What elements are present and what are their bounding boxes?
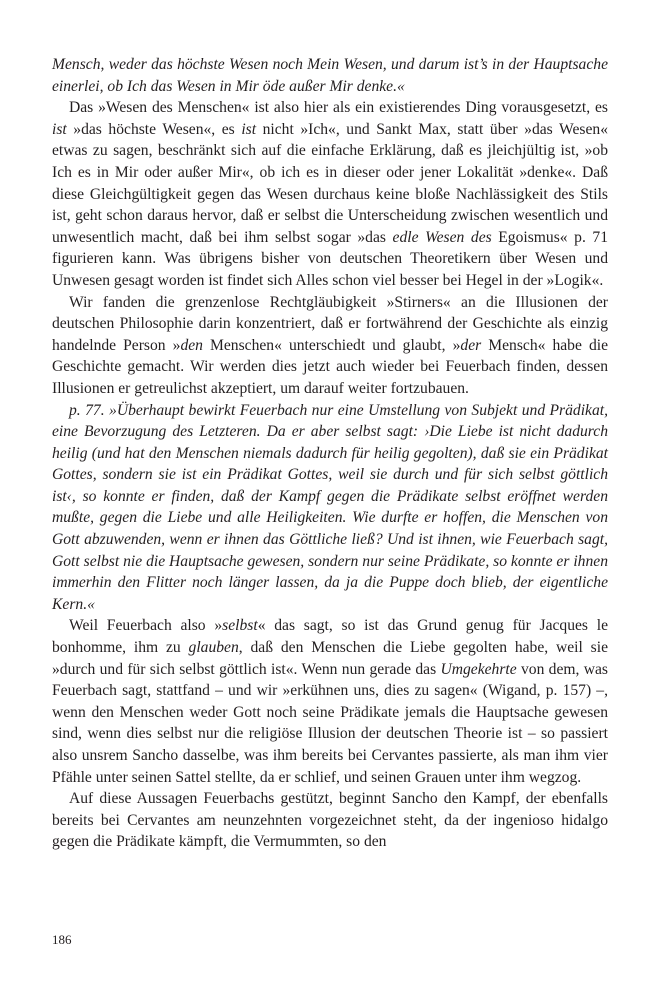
paragraph-1 — [52, 54, 608, 97]
text-run: ist — [52, 120, 67, 138]
text-run: »das höchste Wesen«, es — [66, 120, 242, 138]
text-run: den — [180, 336, 203, 354]
text-run: nicht »Ich«, und Sankt Max, statt über »das Wesen« etwas zu sagen, beschränkt sich auf die einfache Erklärung, daß es jleichjültig ist, »ob Ich es in Mir oder außer Mir«, ob ich es in dieser oder jener Lokalität »denke«. Daß diese Gleichgültigkeit gegen das Wesen durchaus keine bloße Nachlässigkeit des Stils ist, geht schon daraus hervor, daß er selbst die Unterscheidung zwischen wesentlich und unwesentlich macht, daß bei ihm selbst sogar »das — [52, 120, 608, 246]
text-run: der — [460, 336, 482, 354]
text-run: « das sagt, so ist das Grund genug für Jacques le bonhomme, ihm zu — [52, 617, 609, 657]
text-run: selbst — [222, 617, 258, 635]
paragraph-5 — [52, 615, 608, 788]
text-run: edle Wesen des — [392, 228, 492, 246]
paragraph-2 — [52, 97, 608, 291]
text-run: Wir fanden die grenzenlose Rechtgläubigkeit »Stirners« an die Illusionen der deutschen Philosophie darin konzentriert, daß er fortwährend der Geschichte als einzig handelnde Person » — [52, 293, 608, 354]
document-page — [52, 54, 608, 853]
text-run: ist — [241, 120, 257, 138]
paragraph-4 — [52, 400, 608, 616]
text-run: Mensch« habe die Geschichte gemacht. Wir werden dies jetzt auch wieder bei Feuerbach finden, dessen Illusionen er getreulichst akzeptiert, um darauf weiter fortzubauen. — [52, 336, 609, 397]
text-run: glauben — [188, 639, 239, 657]
paragraph-6 — [52, 788, 608, 853]
text-run: Menschen« unterschiedt und glaubt, » — [202, 336, 461, 354]
text-run: Weil Feuerbach also » — [69, 617, 223, 635]
text-run: Egoismus« p. 71 figurieren kann. Was übrigens bisher von deutschen Theoretikern über Wesen und Unwesen gesagt worden ist findet sich Alles schon viel besser bei Hegel in der »Logik«. — [52, 228, 609, 289]
text-run: p. 77. »Überhaupt bewirkt Feuerbach nur eine Umstellung von Subjekt und Prädikat, eine Bevorzugung des Letzteren. Da er aber selbst sagt: ›Die Liebe ist nicht dadurch heilig (und hat den Menschen niemals dadurch für heilig gegolten), daß sie ein Prädikat Gottes, sondern sie ist ein Prädikat Gottes, weil sie durch und für sich selbst göttlich ist‹, so konnte er finden, daß der Kampf gegen die Prädikate selbst eröffnet werden mußte, gegen die Liebe und alle Heiligkeiten. Wie durfte er hoffen, die Menschen von Gott abzuwenden, wenn er ihnen das Göttliche ließ? Und ist ihnen, wie Feuerbach sagt, Gott selbst nie die Hauptsache gewesen, sondern nur seine Prädikate, so konnte er ihnen immerhin den Flitter noch länger lassen, da ja die Puppe doch blieb, der eigentliche Kern.« — [52, 401, 608, 613]
paragraph-3 — [52, 292, 608, 400]
text-run: Umgekehrte — [440, 660, 517, 678]
text-run: Auf diese Aussagen Feuerbachs gestützt, beginnt Sancho den Kampf, der ebenfalls bereits bei Cervantes am neunzehnten vorgezeichnet steht, da der ingenioso hidalgo gegen die Prädikate kämpft, die Vermummten, so den — [52, 790, 608, 851]
text-run: von dem, was Feuerbach sagt, stattfand – und wir »erkühnen uns, dies zu sagen« (Wigand, p. 157) –, wenn den Menschen weder Gott noch seine Prädikate jemals die Hauptsache gewesen sind, wenn dies selbst nur die religiöse Illusion der deutschen Theorie ist – so passiert also unsrem Sancho dasselbe, was ihm bereits bei Cervantes passierte, als man ihm vier Pfähle unter seinen Sattel stellte, da er schlief, und seinen Grauen unter ihm wegzog. — [52, 660, 608, 786]
text-run: Mensch, weder das höchste Wesen noch Mein Wesen, und darum ist’s in der Hauptsache einerlei, ob Ich das Wesen in Mir öde außer Mir denke.« — [52, 56, 608, 95]
text-run: Das »Wesen des Menschen« ist also hier als ein existierendes Ding vorausgesetzt, es — [69, 99, 608, 117]
text-run: , daß den Menschen die Liebe gegolten habe, weil sie »durch und für sich selbst göttlich ist«. Wenn nun gerade das — [52, 639, 608, 678]
page-number: 186 — [52, 932, 72, 947]
